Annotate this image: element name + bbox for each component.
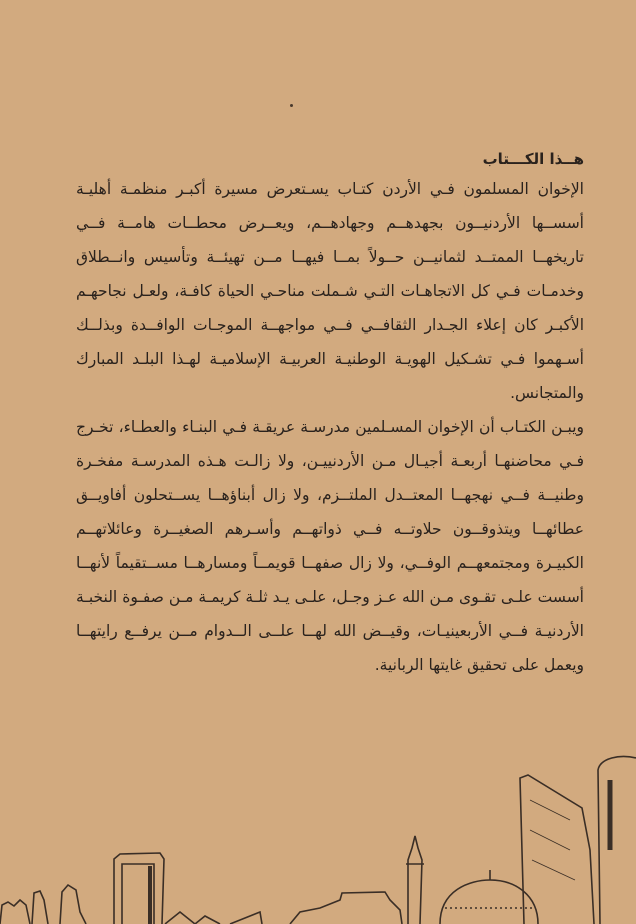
- text-line: ويعمل على تحقيق غايتها الربانية.: [374, 656, 584, 674]
- citadel: [290, 892, 402, 924]
- back-cover-text: [76, 146, 584, 682]
- text-line: تاريخهــا الممتــد لثمانيــن حــولاً بمــا فيهــا مــن تهيئــة وتأسيس وانــطلاق: [76, 248, 584, 266]
- text-line: وخدمـات فـي كل الاتجاهـات التـي شـملت مناحـي الحياة كافـة، ولعـل نجاحهـم: [76, 282, 584, 300]
- text-line: وطنيــة فــي نهجهــا المعتــدل الملتــزم، ولا زال أبناؤهــا يســتحلون أفاويــق: [76, 486, 584, 504]
- text-line: الكبيـرة ومجتمعهــم الوفــي، ولا زال صفهــا قويمــاً ومسارهــا مســتقيماً لأنهــا: [76, 554, 584, 572]
- ruins-left: [0, 885, 86, 924]
- hills: [165, 912, 262, 924]
- text-line: عطائهــا ويتذوقــون حلاوتــه فــي ذواتهــم وأسـرهم الصغيــرة وعائلاتهــم: [76, 520, 584, 538]
- text-line: والمتجانس.: [510, 384, 584, 402]
- text-line: الإخوان المسلمون فـي الأردن كتـاب يسـتعرض مسيرة أكبـر منظمـة أهليـة: [76, 180, 584, 198]
- text-line: فـي محاضنهـا أربعـة أجيـال مـن الأردنييـن، ولا زالـت هـذه المدرسـة مفخـرة: [76, 452, 584, 470]
- temple-columns: [114, 853, 164, 924]
- section-heading: هــذا الكـــتاب: [482, 150, 584, 168]
- printed-dot: [290, 104, 293, 107]
- paragraph-2: [76, 410, 584, 682]
- text-line: أسـهموا فـي تشـكيل الهويـة الوطنيـة العربيـة الإسلاميـة لهـذا البلـد المبارك: [76, 350, 584, 368]
- text-line: الأكبـر كان إعلاء الجـدار الثقافــي فــي مواجهــة الموجـات الوافــدة وبذلــك: [76, 316, 584, 334]
- text-line: ويبـن الكتـاب أن الإخوان المسـلمين مدرسـة عريقـة فـي البنـاء والعطـاء، تخـرج: [76, 418, 584, 436]
- text-line: أسســها الأردنيــون بجهدهــم وجهادهــم، ويعــرض محطــات هامــة فــي: [76, 214, 584, 232]
- tall-towers: [520, 757, 636, 924]
- text-line: الأردنيـة فــي الأربعينيـات، وقيــض الله لهــا علــى الــدوام مــن يرفــع رايتهــا: [76, 622, 584, 640]
- paragraph-1: [76, 172, 584, 410]
- minaret: [406, 836, 424, 924]
- text-line: أسست علـى تقـوى مـن الله عـز وجـل، علـى يـد ثلـة كريمـة مـن صفـوة النخبـة: [76, 588, 584, 606]
- city-skyline-illustration: [0, 740, 636, 924]
